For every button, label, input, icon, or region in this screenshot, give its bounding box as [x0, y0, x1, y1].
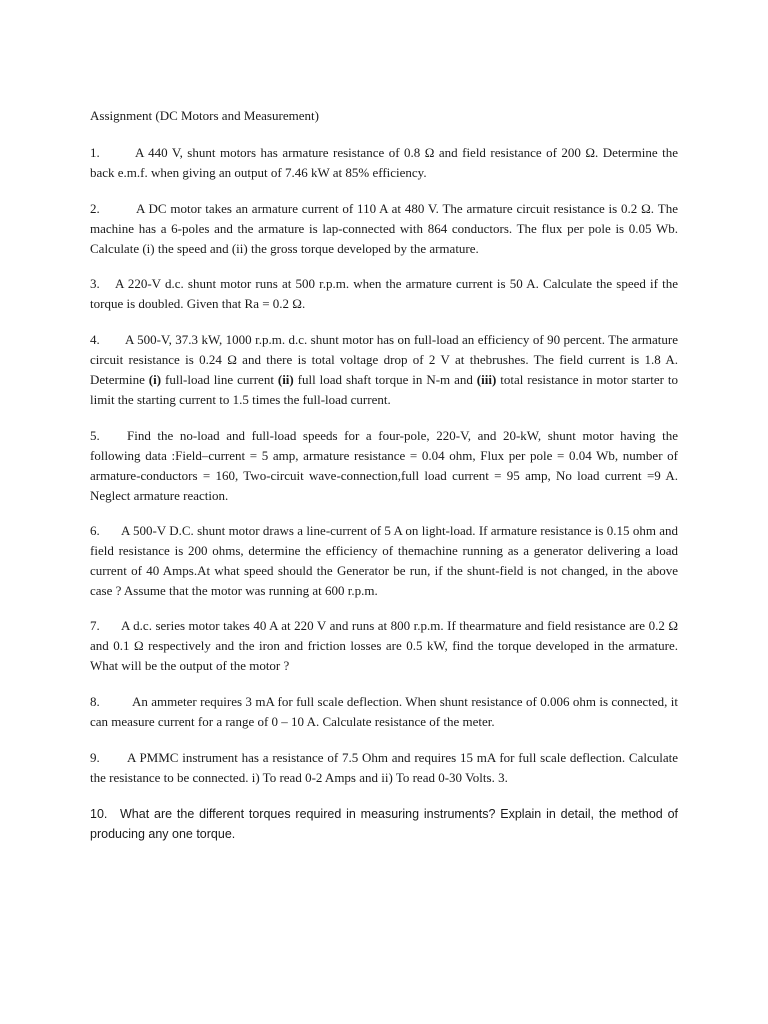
- question-text: Find the no-load and full-load speeds for a four-pole, 220-V, and 20-kW, shunt motor having the following data :Field–current = 5 amp, armature resistance = 0.04 ohm, Flux per pole = 0.04 Wb, number of armature-conductors = 160, Two-circuit wave-connection,full load current = 95 amp, No load current =9 A. Neglect armature reaction.: [90, 428, 678, 503]
- question-4: [90, 330, 678, 410]
- question-5: [90, 426, 678, 506]
- question-text: A DC motor takes an armature current of 110 A at 480 V. The armature circuit resistance is 0.2 Ω. The machine has a 6-poles and the armature is lap-connected with 864 conductors. The flux per pole is 0.05 Wb. Calculate (i) the speed and (ii) the gross torque developed by the armature.: [90, 201, 678, 256]
- question-text: A 440 V, shunt motors has armature resistance of 0.8 Ω and field resistance of 200 Ω. Determine the back e.m.f. when giving an output of 7.46 kW at 85% efficiency.: [90, 145, 678, 180]
- document-title: Assignment (DC Motors and Measurement): [90, 108, 319, 123]
- question-number: 4.: [90, 332, 100, 347]
- question-text: A 500-V, 37.3 kW, 1000 r.p.m. d.c. shunt motor has on full-load an efficiency of 90 percent. The armature circuit resistance is 0.24 Ω and there is total voltage drop of 2 V at thebrushes. The field current is 1.8 A. Determine (i) full-load line current (ii) full load shaft torque in N-m and (iii) total resistance in motor starter to limit the starting current to 1.5 times the full-load current.: [90, 332, 678, 407]
- question-text: A PMMC instrument has a resistance of 7.5 Ohm and requires 15 mA for full scale deflection. Calculate the resistance to be connected. i) To read 0-2 Amps and ii) To read 0-30 Volts. 3.: [90, 750, 678, 785]
- question-number: 8.: [90, 694, 100, 709]
- question-3: [90, 274, 678, 314]
- question-10: [90, 804, 678, 844]
- question-text: A 220-V d.c. shunt motor runs at 500 r.p.m. when the armature current is 50 A. Calculate the speed if the torque is doubled. Given that Ra = 0.2 Ω.: [90, 276, 678, 311]
- question-6: [90, 521, 678, 601]
- question-text: A d.c. series motor takes 40 A at 220 V and runs at 800 r.p.m. If thearmature and field resistance are 0.2 Ω and 0.1 Ω respectively and the iron and friction losses are 0.5 kW, find the torque developed in the armature. What will be the output of the motor ?: [90, 618, 678, 673]
- question-number: 1.: [90, 145, 100, 160]
- question-number: 5.: [90, 428, 100, 443]
- question-2: [90, 199, 678, 259]
- question-text: A 500-V D.C. shunt motor draws a line-current of 5 A on light-load. If armature resistance is 0.15 ohm and field resistance is 200 ohms, determine the efficiency of themachine running as a generator delivering a load current of 40 Amps.At what speed should the Generator be run, if the shunt-field is not changed, in the above case ? Assume that the motor was running at 600 r.p.m.: [90, 523, 678, 598]
- question-7: [90, 616, 678, 676]
- question-number: 2.: [90, 201, 100, 216]
- question-number: 7.: [90, 618, 100, 633]
- question-text: An ammeter requires 3 mA for full scale deflection. When shunt resistance of 0.006 ohm is connected, it can measure current for a range of 0 – 10 A. Calculate resistance of the meter.: [90, 694, 678, 729]
- question-number: 3.: [90, 276, 100, 291]
- question-9: [90, 748, 678, 788]
- question-1: [90, 143, 678, 183]
- question-number: 9.: [90, 750, 100, 765]
- question-text: What are the different torques required in measuring instruments? Explain in detail, the method of producing any one torque.: [90, 807, 678, 841]
- question-number: 6.: [90, 523, 100, 538]
- question-number: 10.: [90, 807, 108, 821]
- question-8: [90, 692, 678, 732]
